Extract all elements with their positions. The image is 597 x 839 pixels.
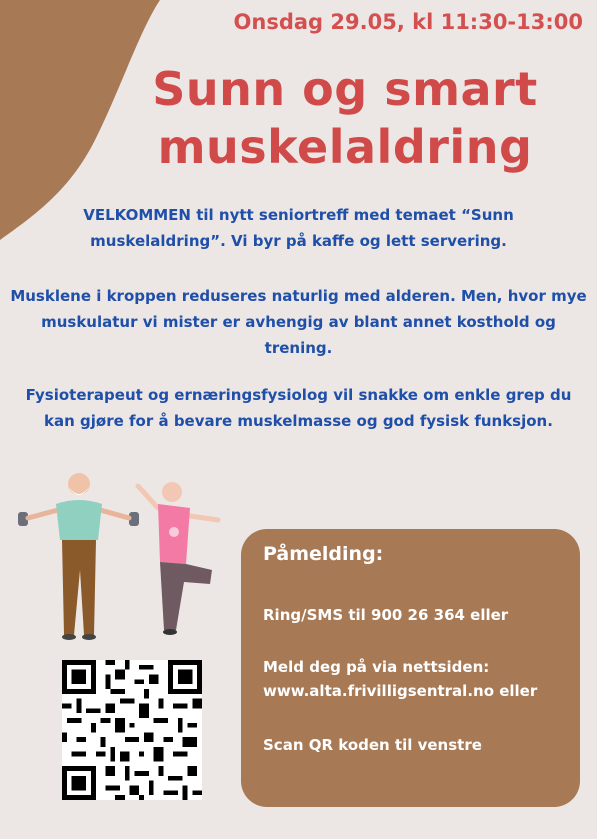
- muscle-paragraph: Musklene i kroppen reduseres naturlig med alderen. Men, hvor mye muskulatur vi mister er avhengig av blant annet kosthold og trening.: [10, 287, 587, 357]
- signup-box: [241, 529, 580, 807]
- exercise-illustration: [14, 460, 234, 650]
- signup-web-link[interactable]: www.alta.frivilligsentral.no eller: [263, 682, 538, 700]
- speakers-paragraph: Fysioterapeut og ernæringsfysiolog vil snakke om enkle grep du kan gjøre for å bevare muskelmasse og god fysisk funksjon.: [25, 386, 572, 430]
- title-line-2: muskelaldring: [157, 120, 533, 174]
- signup-web: [263, 655, 537, 703]
- signup-qr-text: Scan QR koden til venstre: [263, 736, 482, 754]
- signup-web-line-1: Meld deg på via nettsiden:: [263, 658, 490, 676]
- qr-code-icon[interactable]: [62, 660, 202, 800]
- signup-phone: Ring/SMS til 900 26 364 eller: [263, 606, 509, 624]
- page-title: [120, 60, 570, 176]
- event-date: Onsdag 29.05, kl 11:30-13:00: [233, 10, 583, 34]
- man-with-dumbbells-icon: [18, 473, 139, 640]
- signup-heading: Påmelding:: [263, 543, 384, 565]
- welcome-paragraph: VELKOMMEN til nytt seniortreff med temaet “Sunn muskelaldring”. Vi byr på kaffe og lett servering.: [83, 206, 514, 250]
- title-line-1: Sunn og smart: [152, 62, 538, 116]
- woman-exercising-icon: [138, 482, 218, 635]
